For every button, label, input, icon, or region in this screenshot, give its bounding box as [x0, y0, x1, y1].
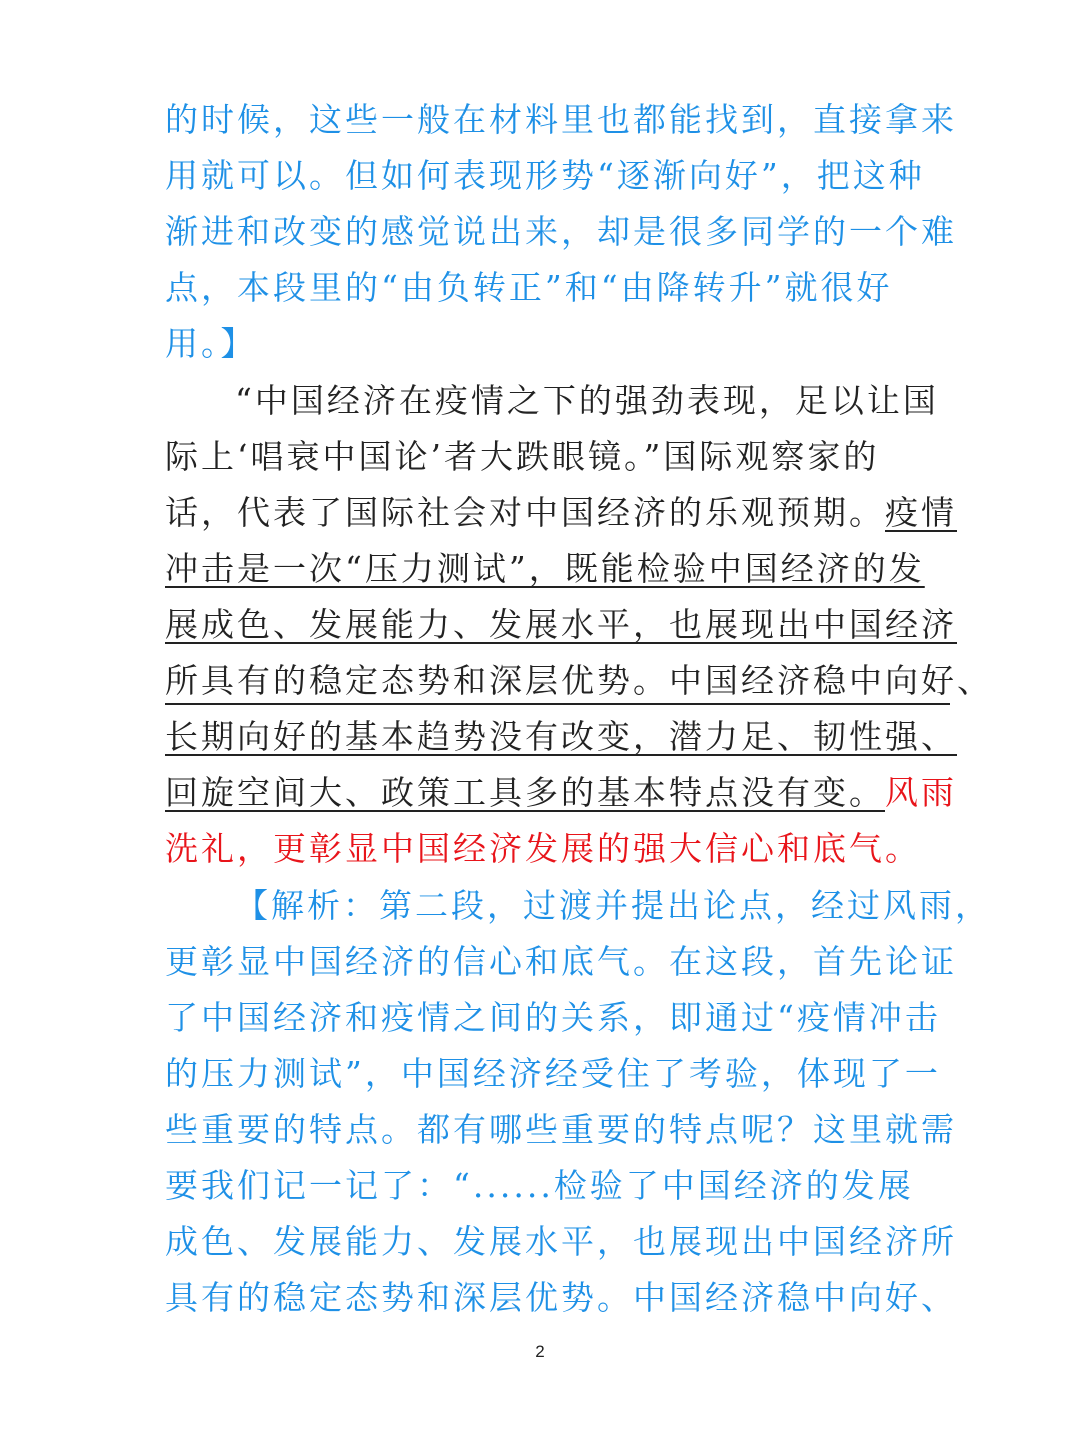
article-line-8-underlined: 回旋空间大、政策工具多的基本特点没有变。: [165, 773, 885, 812]
page-number: 2: [535, 1342, 545, 1361]
analysis-intro-line-3: 渐进和改变的感觉说出来，却是很多同学的一个难: [165, 212, 957, 251]
article-line-6: 所具有的稳定态势和深层优势。中国经济稳中向好、: [165, 661, 993, 700]
underline-rule-line-6: [165, 703, 950, 705]
article-line-3-underlined: 疫情: [885, 493, 957, 532]
analysis-line-7: 成色、发展能力、发展水平，也展现出中国经济所: [165, 1222, 957, 1261]
analysis-intro-line-1: 的时候，这些一般在材料里也都能找到，直接拿来: [165, 100, 957, 139]
analysis-intro-line-4: 点，本段里的“由负转正”和“由降转升”就很好: [165, 268, 893, 307]
article-line-4-underlined: 冲击是一次“压力测试”，既能检验中国经济的发: [165, 549, 925, 588]
analysis-line-4: 的压力测试”，中国经济经受住了考验，体现了一: [165, 1054, 941, 1093]
article-line-1: “中国经济在疫情之下的强劲表现，足以让国: [235, 381, 939, 420]
analysis-line-2: 更彰显中国经济的信心和底气。在这段，首先论证: [165, 942, 957, 981]
article-line-3-plain: 话，代表了国际社会对中国经济的乐观预期。: [165, 493, 885, 532]
analysis-intro-line-5: 用。】: [165, 324, 257, 363]
article-line-5-underlined: 展成色、发展能力、发展水平，也展现出中国经济: [165, 605, 957, 644]
analysis-line-6: 要我们记一记了：“......检验了中国经济的发展: [165, 1166, 914, 1205]
analysis-line-8: 具有的稳定态势和深层优势。中国经济稳中向好、: [165, 1278, 957, 1317]
article-line-8: [165, 769, 957, 817]
article-line-7-underlined: 长期向好的基本趋势没有改变，潜力足、韧性强、: [165, 717, 957, 756]
analysis-line-5: 些重要的特点。都有哪些重要的特点呢？这里就需: [165, 1110, 957, 1149]
analysis-intro-line-2: 用就可以。但如何表现形势“逐渐向好”，把这种: [165, 156, 925, 195]
analysis-line-1: 【解析：第二段，过渡并提出论点，经过风雨，: [235, 886, 991, 925]
article-line-9-red: 洗礼，更彰显中国经济发展的强大信心和底气。: [165, 829, 921, 868]
article-line-3: [165, 489, 957, 537]
article-line-2: 际上‘唱衰中国论’者大跌眼镜。”国际观察家的: [165, 437, 880, 476]
analysis-line-3: 了中国经济和疫情之间的关系，即通过“疫情冲击: [165, 998, 941, 1037]
article-line-8-red: 风雨: [885, 773, 957, 812]
